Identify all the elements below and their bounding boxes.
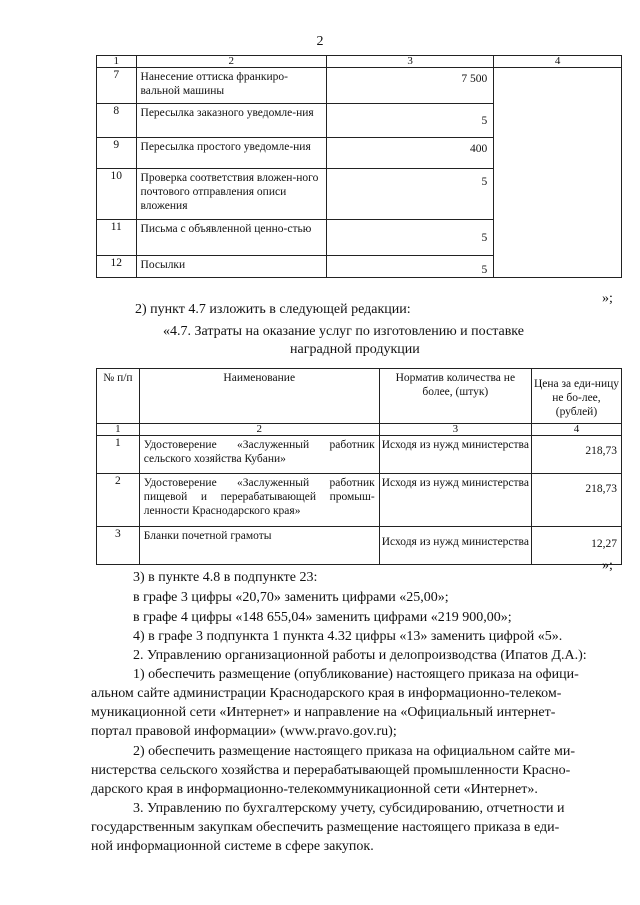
row-name: Нанесение оттиска франкиро-вальной машины xyxy=(136,68,327,104)
section-title-line1: «4.7. Затраты на оказание услуг по изготовлению и поставке xyxy=(163,324,524,339)
award-products-table xyxy=(96,368,622,565)
paragraph-line: в графе 3 цифры «20,70» заменить цифрами «25,00»; xyxy=(133,590,449,605)
empty-column-4 xyxy=(494,68,622,278)
item-2-text: 2) пункт 4.7 изложить в следующей редакции: xyxy=(135,302,411,317)
row-name: Письма с объявленной ценно-стью xyxy=(136,220,327,256)
row-value: 7 500 xyxy=(327,68,494,104)
header-name: Наименование xyxy=(139,369,379,424)
header-price: Цена за еди-ницу не бо-лее, (рублей) xyxy=(531,369,621,424)
row-norm: Исходя из нужд министерства xyxy=(379,527,531,565)
col-number-2: 2 xyxy=(139,424,379,436)
page-number: 2 xyxy=(316,34,324,49)
postal-services-table xyxy=(96,55,622,278)
table-row xyxy=(97,527,622,565)
table-header-row xyxy=(97,369,622,424)
row-name: Пересылка заказного уведомле-ния xyxy=(136,104,327,138)
table-header-row xyxy=(97,56,622,68)
row-number: 8 xyxy=(97,104,137,138)
table1-closing-quote: »; xyxy=(602,291,613,306)
col-number-2: 2 xyxy=(136,56,327,68)
col-number-3: 3 xyxy=(327,56,494,68)
paragraph-line: муникационной сети «Интернет» и направление на «Официальный интернет- xyxy=(91,705,556,720)
paragraph-line: 3. Управлению по бухгалтерскому учету, субсидированию, отчетности и xyxy=(133,801,565,816)
table-number-row xyxy=(97,424,622,436)
row-number: 9 xyxy=(97,138,137,169)
paragraph-line: альном сайте администрации Краснодарского края в информационно-телеком- xyxy=(91,686,562,701)
row-number: 3 xyxy=(97,527,140,565)
row-value: 400 xyxy=(327,138,494,169)
row-price: 12,27 xyxy=(531,527,621,565)
paragraph-line: портал правовой информации» (www.pravo.gov.ru); xyxy=(91,724,397,739)
row-norm: Исходя из нужд министерства xyxy=(379,474,531,527)
col-number-3: 3 xyxy=(379,424,531,436)
paragraph-line: в графе 4 цифры «148 655,04» заменить цифрами «219 900,00»; xyxy=(133,610,512,625)
col-number-4: 4 xyxy=(531,424,621,436)
row-name: Удостоверение «Заслуженный работник сельского хозяйства Кубани» xyxy=(139,436,379,474)
table-row xyxy=(97,436,622,474)
row-number: 11 xyxy=(97,220,137,256)
table-row xyxy=(97,474,622,527)
paragraph-line: нистерства сельского хозяйства и перерабатывающей промышленности Красно- xyxy=(91,763,571,778)
row-number: 10 xyxy=(97,169,137,220)
row-price: 218,73 xyxy=(531,474,621,527)
paragraph-line: 1) обеспечить размещение (опубликование) настоящего приказа на офици- xyxy=(133,667,579,682)
row-number: 12 xyxy=(97,256,137,278)
paragraph-line: 3) в пункте 4.8 в подпункте 23: xyxy=(133,570,318,585)
row-number: 1 xyxy=(97,436,140,474)
paragraph-line: дарского края в информационно-телекоммуникационной сети «Интернет». xyxy=(91,782,538,797)
row-value: 5 xyxy=(327,169,494,220)
row-price: 218,73 xyxy=(531,436,621,474)
row-name: Проверка соответствия вложен-ного почтового отправления описи вложения xyxy=(136,169,327,220)
row-value: 5 xyxy=(327,104,494,138)
row-name: Удостоверение «Заслуженный работник пищевой и перерабатывающей промыш-ленности Краснодарского края» xyxy=(139,474,379,527)
row-name: Бланки почетной грамоты xyxy=(139,527,379,565)
table2-closing-quote: »; xyxy=(602,558,613,573)
header-number: № п/п xyxy=(97,369,140,424)
row-name: Посылки xyxy=(136,256,327,278)
paragraph-line: ной информационной системе в сфере закупок. xyxy=(91,839,374,854)
row-value: 5 xyxy=(327,256,494,278)
paragraph-line: государственным закупкам обеспечить размещение настоящего приказа в еди- xyxy=(91,820,560,835)
col-number-4: 4 xyxy=(494,56,622,68)
col-number-1: 1 xyxy=(97,56,137,68)
paragraph-line: 2) обеспечить размещение настоящего приказа на официальном сайте ми- xyxy=(133,744,576,759)
paragraph-line: 4) в графе 3 подпункта 1 пункта 4.32 цифры «13» заменить цифрой «5». xyxy=(133,629,563,644)
row-number: 7 xyxy=(97,68,137,104)
section-title-line2: наградной продукции xyxy=(290,342,420,357)
paragraph-line: 2. Управлению организационной работы и делопроизводства (Ипатов Д.А.): xyxy=(133,648,587,663)
col-number-1: 1 xyxy=(97,424,140,436)
table-row xyxy=(97,68,622,104)
header-norm: Норматив количества не более, (штук) xyxy=(379,369,531,424)
row-name: Пересылка простого уведомле-ния xyxy=(136,138,327,169)
row-value: 5 xyxy=(327,220,494,256)
row-number: 2 xyxy=(97,474,140,527)
row-norm: Исходя из нужд министерства xyxy=(379,436,531,474)
